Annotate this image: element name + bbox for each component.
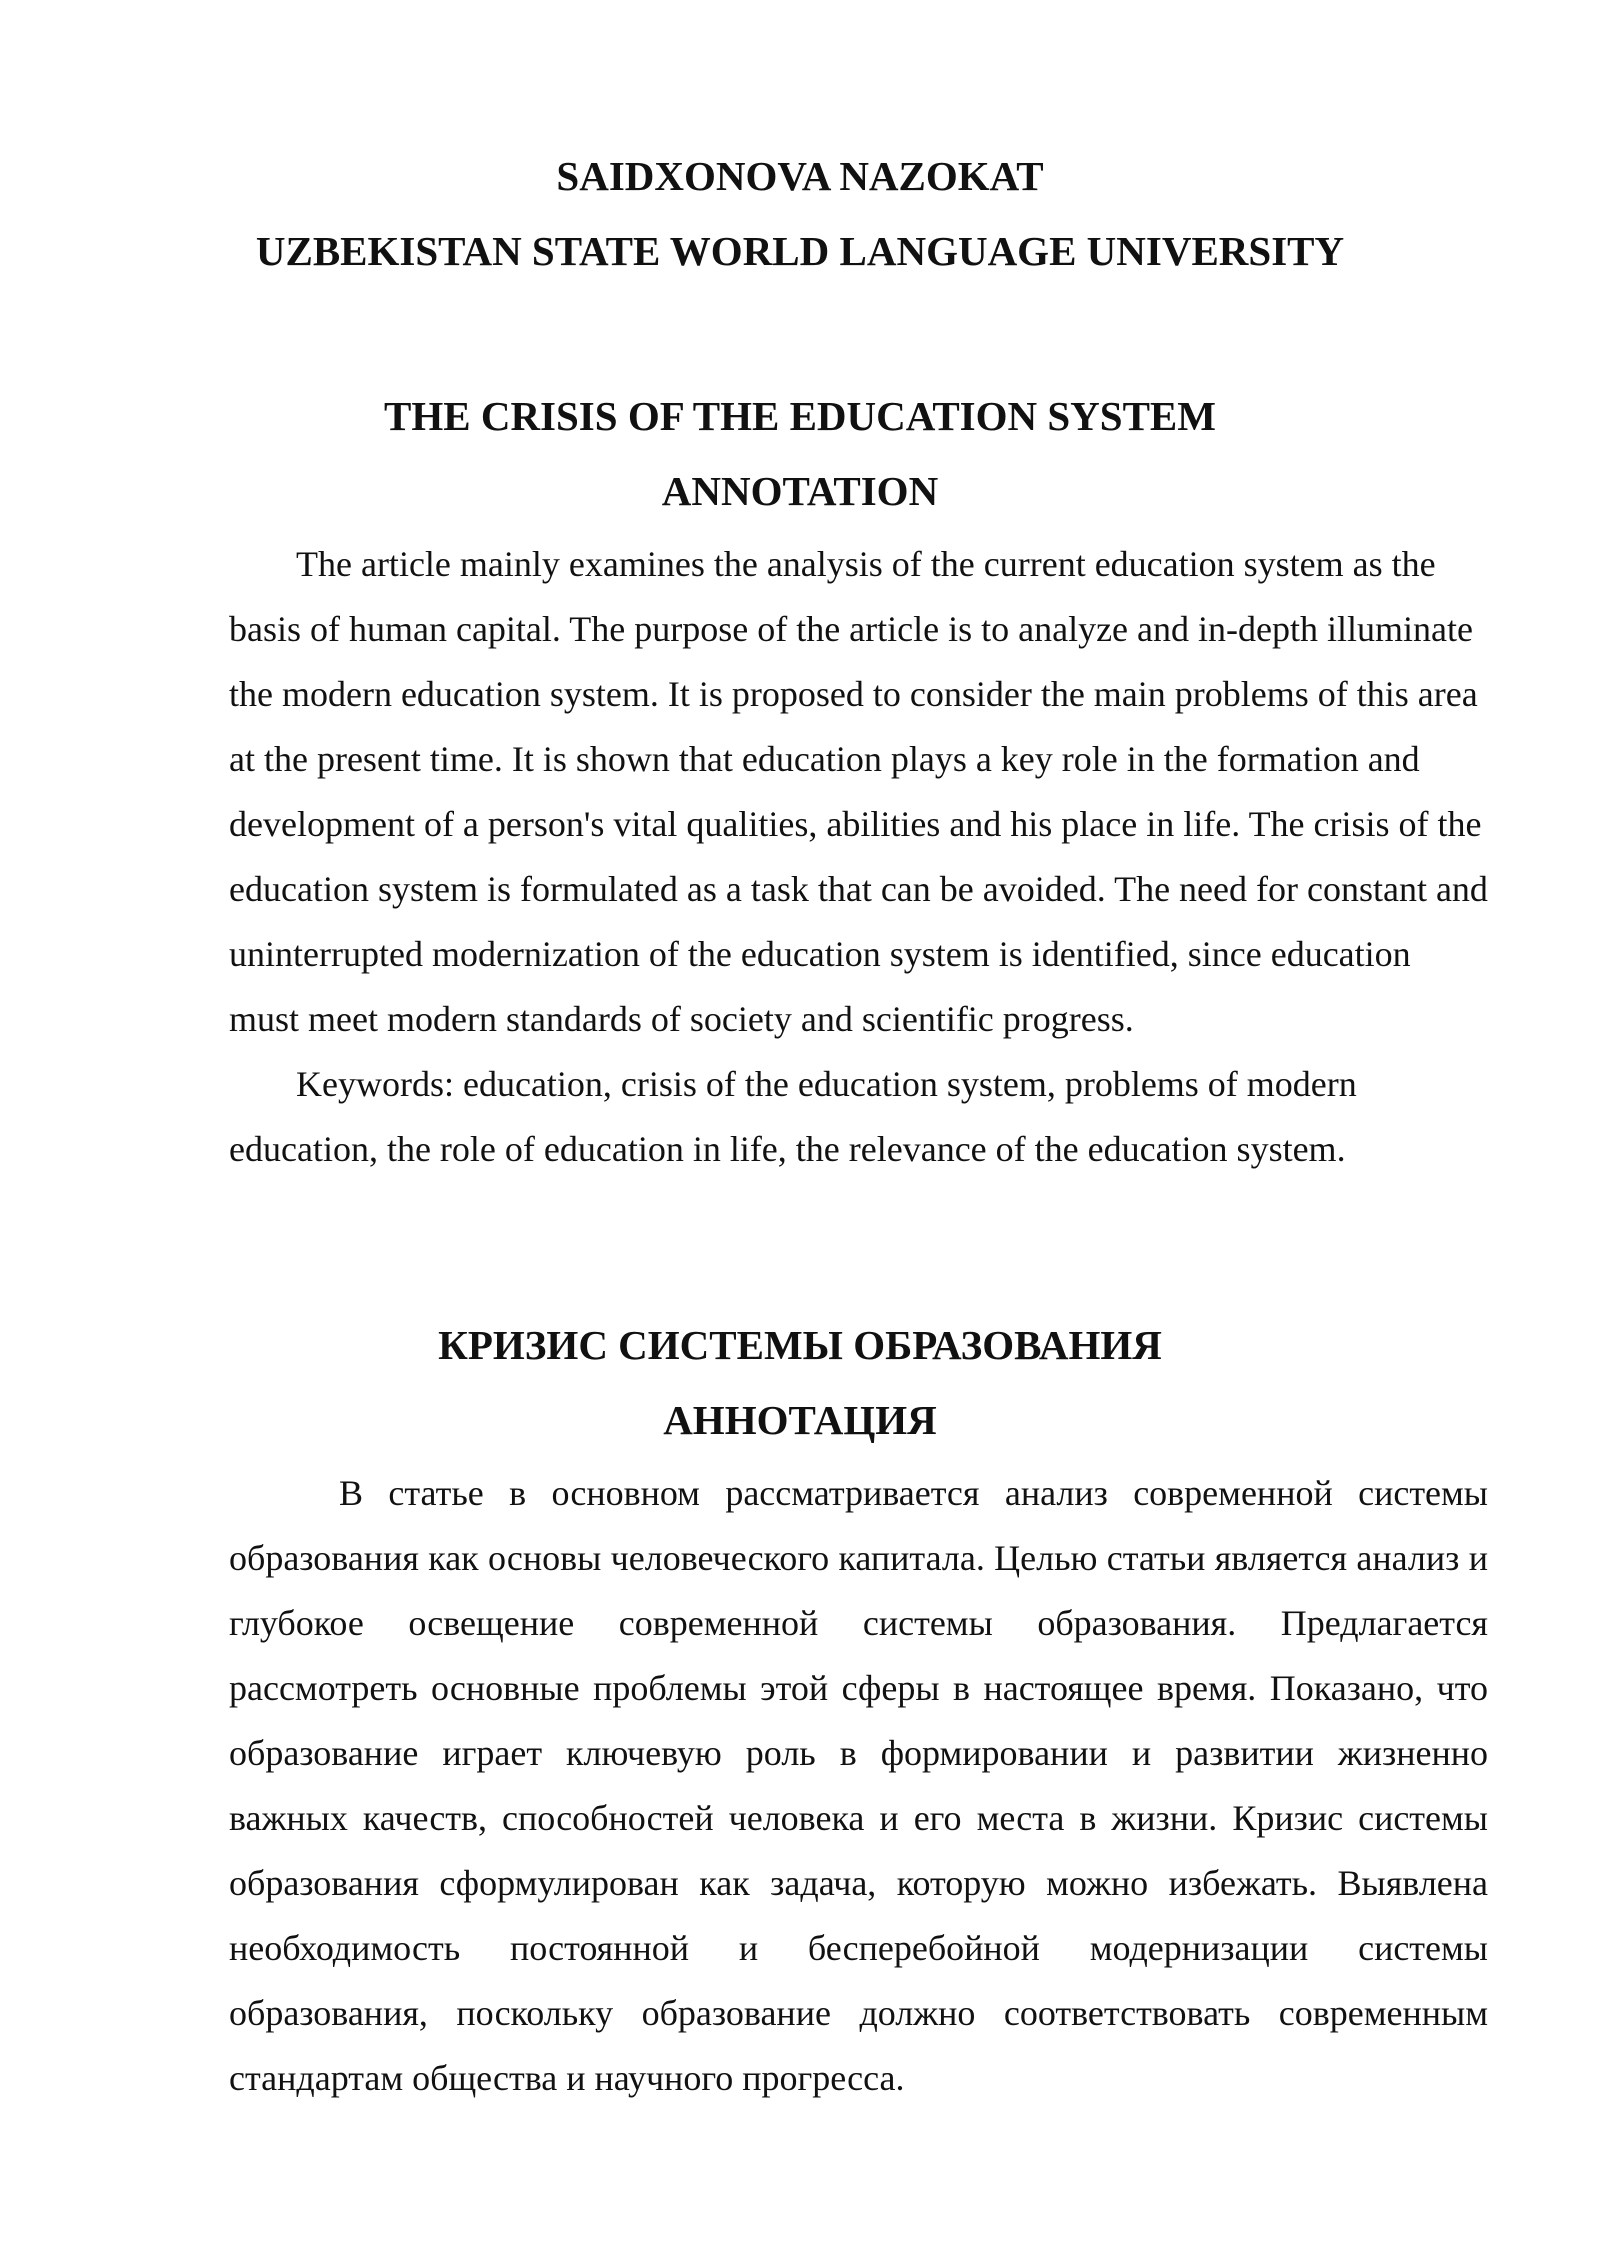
russian-annotation-text: В статье в основном рассматривается анализ современной системы образования как основы человеческого капитала. Целью статьи является анализ и глубокое освещение современной системы образования. Предлагается рассмотреть основные проблемы этой сферы в настоящее время. Показано, что образование играет ключевую роль в формировании и развитии жизненно важных качеств, способностей человека и его места в жизни. Кризис системы образования сформулирован как задача, которую можно избежать. Выявлена необходимость постоянной и бесперебойной модернизации системы образования, поскольку образование должно соответствовать современным стандартам общества и научного прогресса. [229,1473,1488,2098]
russian-annotation-heading: АННОТАЦИЯ [663,1397,937,1443]
english-annotation-heading: ANNOTATION [661,468,939,514]
english-annotation-text: The article mainly examines the analysis of the current education system as the basis of human capital. The purpose of the article is to analyze and in-depth illuminate the modern education system. It is proposed to consider the main problems of this area at the present time. It is shown that education plays a key role in the formation and development of a person's vital qualities, abilities and his place in life. The crisis of the education system is formulated as a task that can be avoided. The need for constant and uninterrupted modernization of the education system is identified, since education must meet modern standards of society and scientific progress. [229,544,1488,1039]
keywords-label: Keywords: [296,1064,454,1104]
english-title: THE CRISIS OF THE EDUCATION SYSTEM [384,393,1216,439]
author-name: SAIDXONOVA NAZOKAT [556,153,1044,199]
russian-title: КРИЗИС СИСТЕМЫ ОБРАЗОВАНИЯ [438,1322,1162,1368]
author-affiliation: UZBEKISTAN STATE WORLD LANGUAGE UNIVERSITY [255,228,1345,274]
russian-annotation-section [229,1461,1488,2111]
english-keywords [229,1052,1488,1182]
keywords-text: education, crisis of the education system, problems of modern education, the role of education in life, the relevance of the education system. [229,1064,1357,1169]
english-annotation-section [229,532,1488,1182]
